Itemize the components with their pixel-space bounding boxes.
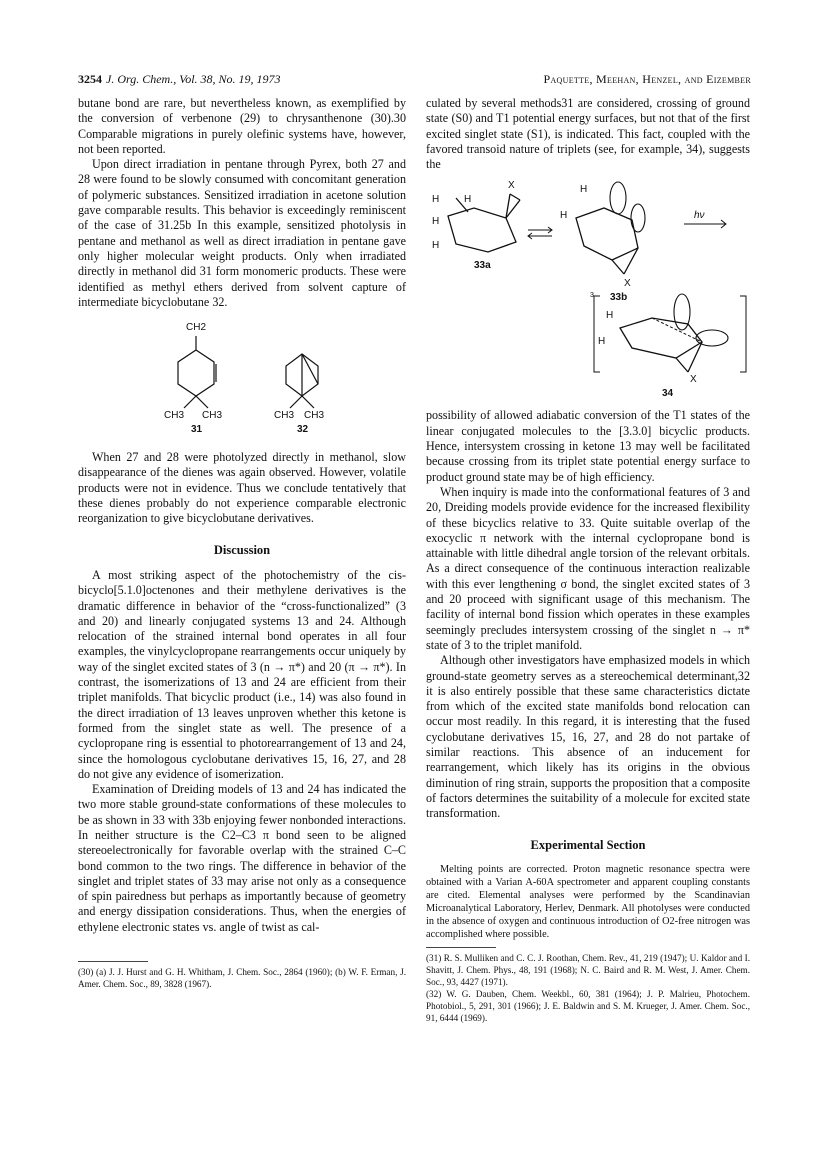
footnote-rule xyxy=(78,961,148,962)
structure-diagram-31-32 xyxy=(78,318,406,436)
structures-33-34 xyxy=(426,178,750,408)
paragraph: When 27 and 28 were photolyzed directly in methanol, slow disappearance of the dienes was again observed. However, volatile products were not in evidence. Thus we conclude tentatively that these dienes probably do not experience comparable electronic reorganization to give bicyclobutane derivatives. xyxy=(78,450,406,526)
footnote-31: (31) R. S. Mulliken and C. C. J. Roothan, Chem. Rev., 41, 219 (1947); U. Kaldor and I. Shavitt, J. Chem. Phys., 48, 191 (1968); N. C. Baird and R. M. West, J. Amer. Chem. Soc., 93, 4427 (1971). xyxy=(426,952,750,987)
paragraph: Melting points are corrected. Proton magnetic resonance spectra were obtained with a Varian A-60A spectrometer and apparent coupling constants are cited. Elemental analyses were performed by the Scandinavian Microanalytical Laboratory, Herlev, Denmark. All photolyses were conducted in the absence of oxygen and continuous introduction of O2-free nitrogen was accomplished where possible. xyxy=(426,863,750,940)
footnote-30: (30) (a) J. J. Hurst and G. H. Whitham, J. Chem. Soc., 2864 (1960); (b) W. F. Erman, J. Amer. Chem. Soc., 89, 3828 (1967). xyxy=(78,967,406,990)
right-column xyxy=(426,96,750,1024)
compound-label-33a: 33a xyxy=(474,260,491,272)
footnote-rule xyxy=(426,947,496,948)
paragraph: butane bond are rare, but nevertheless known, as exemplified by the conversion of verbenone (29) to chrysanthenone (30).30 Comparable migrations in purely olefinic systems have, however, not been reported. xyxy=(78,96,406,156)
section-heading-experimental: Experimental Section xyxy=(530,837,646,852)
h-label: H xyxy=(560,210,568,222)
h-label: H xyxy=(432,240,440,252)
compound-label-31: 31 xyxy=(191,424,203,436)
compound-label-34: 34 xyxy=(662,388,674,400)
h-label: H xyxy=(606,310,614,322)
section-heading-discussion: Discussion xyxy=(213,542,271,557)
journal-citation: 3254 J. Org. Chem., Vol. 38, No. 19, 1973 xyxy=(78,72,281,86)
footnote-32: (32) W. G. Dauben, Chem. Weekbl., 60, 381 (1964); J. P. Malrieu, Photochem. Photobiol., 5, 291, 301 (1966); J. E. Baldwin and S. M. Krueger, J. Amer. Chem. Soc., 91, 6444 (1969). xyxy=(426,988,750,1023)
page-number: 3254 xyxy=(78,72,102,86)
paragraph: culated by several methods31 are considered, crossing of ground state (S0) and T1 potential energy surfaces, but not that of the first excited singlet state (S1), is indicated. This fact, coupled with the favored transoid nature of triplets (see, for example, 34), suggests the xyxy=(426,96,750,172)
compound-label-33b: 33b xyxy=(610,292,628,304)
compound-label-32: 32 xyxy=(297,424,309,436)
paragraph: Although other investigators have emphasized models in which ground-state geometry serves as a stereochemical determinant,32 it is also entirely possible that these same characteristics dictate from which of the excited state manifolds bond relocation can occur most readily. In this regard, it is interesting that the fused cyclobutane derivatives 15, 16, 27, and 28 do not partake of similar reactions. This absence of an inducement for rearrangement, which likely has its origins in the obvious diminution of ring strain, supports the proposition that a composite of factors determines the suitability of a molecule for excited state transformation. xyxy=(426,653,750,821)
x-label: X xyxy=(690,374,697,386)
paragraph: Examination of Dreiding models of 13 and 24 has indicated the two more stable ground-state conformations of these molecules to be as shown in 33 with 33b enjoying fewer nonbonded interactions. In neither structure is the C2–C3 π bond seen to be aligned stereoelectronically for favorable overlap with the strained C–C bond common to the two rings. The difference in behavior of the singlet and triplet states of 33 may arise not only as a consequence of spin pairedness but perhaps as importantly because of geometry and energy dissipation considerations. Thus, when the energies of ethylene electronic states vs. angle of twist as cal- xyxy=(78,782,406,934)
paragraph: When inquiry is made into the conformational features of 3 and 20, Dreiding models provide evidence for the increased flexibility of these bicyclics relative to 33. Quite suitable overlap of the exocyclic π network with the internal cyclopropane bond is attainable with little dihedral angle torsion of the relevant orbitals. As a direct consequence of the continuous interaction realizable with this ever lengthening σ bond, the singlet excited states of 3 and 20 proceed with significant usage of this mechanism. The facility of internal bond fission which operates in these examples seemingly precludes intersystem crossing of the singlet n → π* state of 3 to the triplet manifold. xyxy=(426,484,750,652)
running-header xyxy=(78,72,751,90)
h-label: H xyxy=(464,194,472,206)
h-label: H xyxy=(598,336,606,348)
x-label: X xyxy=(508,180,515,192)
paragraph: possibility of allowed adiabatic conversion of the T1 states of the linear conjugated molecules to the [3.3.0] bicyclic products. Hence, intersystem crossing in ketone 13 may well be facilitated because crossing from its triplet state potential energy surface to product ground state may be of high efficiency. xyxy=(426,408,750,484)
left-column xyxy=(78,96,406,990)
ch3-label: CH3 xyxy=(304,410,325,422)
ch3-label: CH3 xyxy=(274,410,295,422)
ch3-label: CH3 xyxy=(164,410,185,422)
h-label: H xyxy=(432,216,440,228)
h-label: H xyxy=(432,194,440,206)
author-line: Paquette, Meehan, Henzel, and Eizember xyxy=(543,72,751,86)
structures-31-32 xyxy=(78,318,406,436)
ch2-label: CH2 xyxy=(186,322,207,334)
ch3-label: CH3 xyxy=(202,410,223,422)
paragraph: A most striking aspect of the photochemistry of the cis-bicyclo[5.1.0]octenones and their methylene derivatives is the dramatic difference in behavior of the “cross-functionalized” (3 and 20) and linearly conjugated systems 13 and 24. Although relocation of the strained internal bond operates in all four examples, the vinylcyclopropane rearrangements occur uniquely by way of the singlet excited states of 3 (n → π*) and 20 (π → π*). In contrast, the isomerizations of 13 and 24 are efficient from their triplet manifolds. That bicyclic product (i.e., 14) was also found in the direct irradiation of 13 leaves unproven whether this ketone is formed from the singlet state as well. The presence of a cyclopropane ring is essential to photorearrangement of 13 and 24, since the homologous cyclobutane derivatives 15, 16, 27, and 28 do not give any evidence of isomerization. xyxy=(78,567,406,781)
h-label: H xyxy=(580,184,588,196)
triplet-superscript: 3 xyxy=(590,292,594,300)
hv-label: hν xyxy=(694,210,705,222)
x-label: X xyxy=(624,278,631,290)
paragraph: Upon direct irradiation in pentane through Pyrex, both 27 and 28 were found to be slowly consumed with concomitant generation of polymeric substances. Sensitized irradiation in acetone solution gave comparable results. This behavior is exceedingly reminiscent of the case of 31.25b In this example, sensitized photolysis in pentane and methanol as well as direct irradiation in pentane gave only higher molecular weight products. Only when irradiated directly in methanol did 31 form monomeric products. These were identified as methyl ethers derived from solvent capture of intermediate bicyclobutane 32. xyxy=(78,157,406,309)
